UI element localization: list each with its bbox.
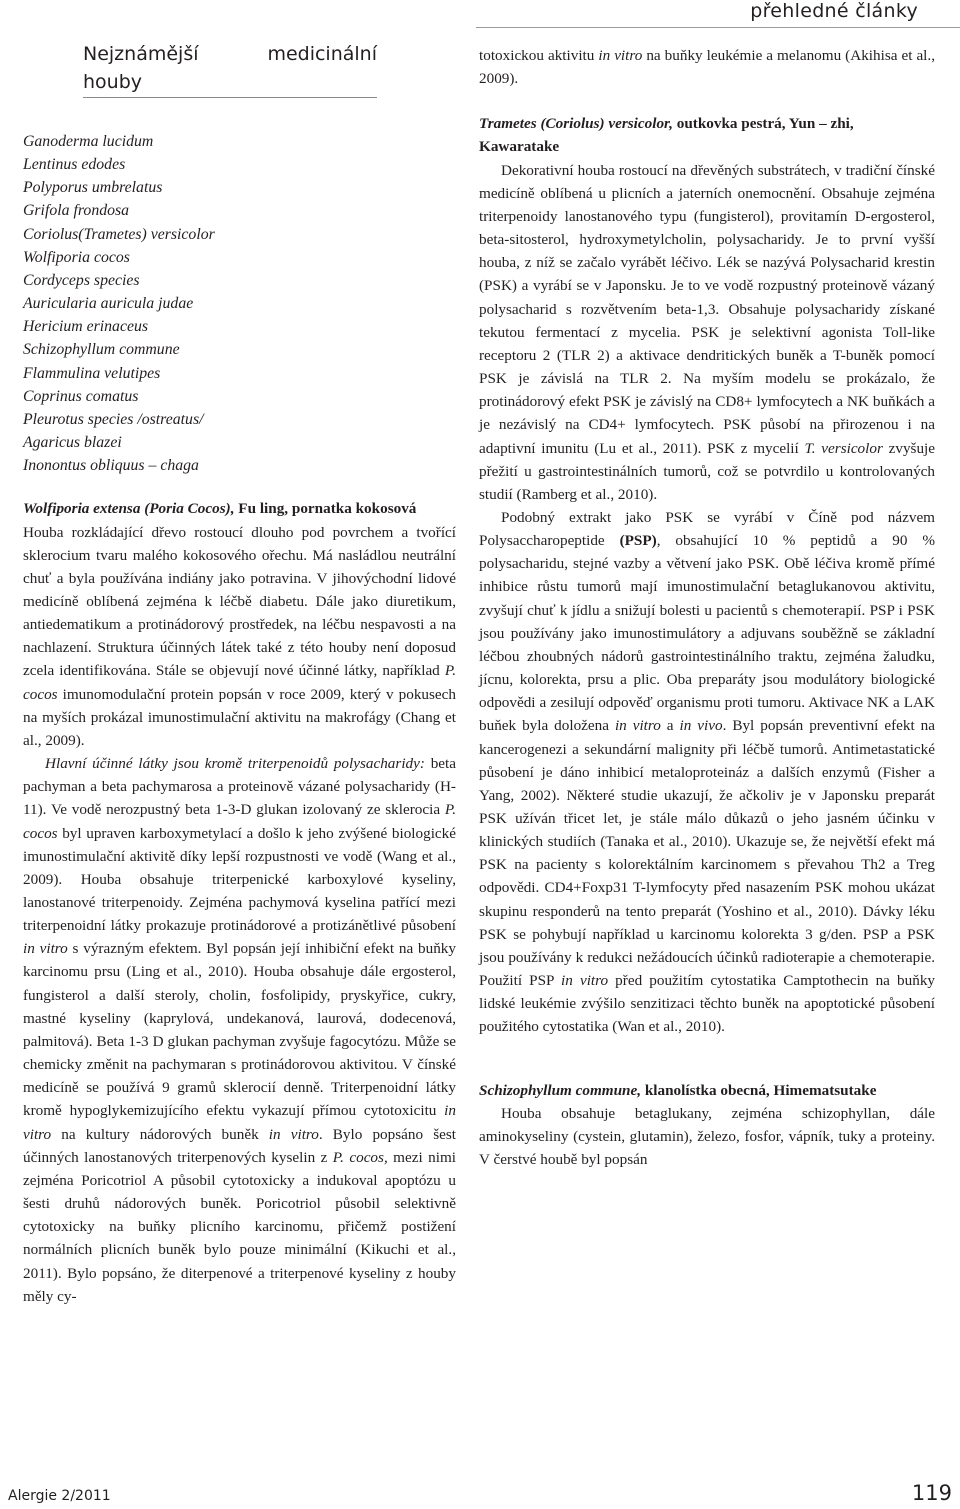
trametes-heading [479,112,935,158]
species-item: Polyporus umbrelatus [23,179,163,197]
trametes-paragraph-2: Podobný extrakt jako PSK se vyrábí v Číně pod názvem Polysaccharopeptide (PSP), obsahující 10 % peptidů a 90 % polysacharidu, stejné vazby a větvení jako PSK. Obě léčiva kromě přímé inhibice růstu tumorů mají imunostimulační betaglukanovou aktivitu, zvyšují chuť k jídlu a snižují bolesti u pacientů s chemoterapií. PSP i PSK jsou používány jako imunostimulátory a adjuvans souběžně se základní léčbou zhoubných nádorů gastrointestinálního traktu, zejména žaludku, jícnu, kolorekta, prsu a plic. Oba preparáty jsou modulátory biologické odpovědi a zesilují odpověď organismu proti tumoru. Aktivace NK a LAK buňek byla doložena in vitro a in vivo. Byl popsán preventivní efekt na kancerogenezi a sekundární malignity při léčbě tumorů. Antimetastatické působení je dáno inhibicí metaloproteináz a dalších enzymů (Fisher a Yang, 2002). Některé studie ukazují, že ačkoliv je v Japonsku preparát PSK užíván třicet let, je stále málo důkazů o jeho jasném účinku v klinických studiích (Tanaka et al., 2010). Ukazuje se, že největší efekt má PSK na pacienty s kolorektálním karcinomem s převahou Th2 a Treg odpovědi. CD4+Foxp31 T-lymfocyty před nasazením PSK mohou ukázat skupinu responderů na tento preparát (Yoshino et al., 2010). Dávky léku PSK se pohybují například u karcinomu kolorekta 3 g/den. PSP a PSK jsou používány k redukci nežádoucích účinků radioterapie a chemoterapie. Použití PSP in vitro před použitím cytostatika Camptothecin na buňky lidské leukémie zvýšilo senzitizaci těchto buněk na apoptotické působení použitého cytostatika (Wan et al., 2010). [479,508,936,1036]
left-column [23,40,456,1308]
footer-page-number: 119 [911,1481,952,1505]
species-item: Ganoderma lucidum [23,133,154,150]
schizophyllum-heading-latin: Schizophyllum commune, [479,1081,642,1099]
continued-paragraph: totoxickou aktivitu in vitro na buňky leukémie a melanomu (Akihisa et al., 2009). [479,47,935,88]
species-item: Auricularia auricula judae [23,295,194,313]
schizophyllum-heading [479,1079,935,1102]
species-item: Agaricus blazei [23,434,122,452]
species-item: Coriolus(Trametes) versicolor [23,225,215,243]
species-item: Schizophyllum commune [23,341,180,359]
species-item: Wolfiporia cocos [23,248,130,266]
trametes-heading-latin: Trametes (Coriolus) versicolor, [479,115,673,133]
header-rule [476,27,960,28]
species-item: Lentinus edodes [23,156,126,174]
wolfiporia-paragraph-2: Hlavní účinné látky jsou kromě triterpenoidů polysacharidy: beta pachyman a beta pachymarosa a proteinově vázané polysacharidy (H-11). Ve vodě nerozpustný beta 1-3-D glukan izolovaný ze sklerocia P. cocos byl upraven karboxymetylací a došlo k jeho zvýšené biologické imunostimulační aktivitě díky lepší rozpustnosti ve vodě (Wang et al., 2009). Houba obsahuje triterpenické karboxylové kyseliny, lanostanové triterpenoidy. Zejména pachymová kyselina patřící mezi triterpenoidní látky prokazuje protinádorové a protizánětlivé působení in vitro s výrazným efektem. Byl popsán její inhibiční efekt na buňky karcinomu prsu (Ling et al., 2010). Houba obsahuje dále ergosterol, fungisterol a další steroly, cholin, fosfolipidy, pryskyřice, cukry, mastné kyseliny (kaprylová, undekanová, laurová, dodecenová, palmitová). Beta 1-3 D glukan pachyman zvyšuje fagocytózu. Může se chemicky změnit na pachymaran s protinádorovou aktivitou. V čínské medicíně se používá 9 gramů sklerocií denně. Triterpenoidní látky kromě hypoglykemizujícího efektu vykazují přímou cytotoxicitu in vitro na kultury nádorových buněk in vitro. Bylo popsáno šest účinných lanostanových triterpenových kyselin z P. cocos, mezi nimi zejména Poricotriol A působil cytotoxicky a indukoval apoptózu u šesti druhů nádorových buněk. Poricotriol působil selektivně cytotoxicky na buňky plicního karcinomu, přičemž postižení normálních plicních buněk bylo pouze minimální (Kikuchi et al., 2011). Bylo popsáno, že diterpenové a triterpenové kyseliny z houby měly cy- [23,755,457,1305]
right-column [479,44,935,1171]
species-item: Inonontus obliquus – chaga [23,457,199,475]
schizophyllum-heading-czech: klanolístka obecná, Himematsutake [641,1081,877,1099]
trametes-paragraph-1: Dekorativní houba rostoucí na dřevěných substrátech, v tradiční čínské medicíně oblíbená u plicních a jaterních onemocnění. Obsahuje zejména triterpenoidy lanostanového typu (fungisterol), provitamín D-ergosterol, beta-sitosterol, hydroxymetylcholin, polysacharidy. Je to první vyšší houba, z níž se začalo vyrábět léčivo. Lék se nazývá Polysacharid krestin (PSK) a vyrábí se v Japonsku. Je to ve vodě rozpustný proteinově vázaný polysacharid s rozvětvením beta-1,3. Obsahuje polysacharidy získané tekutou fermentací z mycelia. PSK je selektivní agonista Toll-like receptoru 2 (TLR 2) a aktivace dendritických buněk a T-buněk pomocí PSK je závislá na TLR 2. Na myším modelu se prokázalo, že protinádorový efekt PSK je závislý na CD8+ lymfocytech a NK buňkách a je nezávislý na CD4+ lymfocytech. PSK působí na přirozenou i na adaptivní imunitu (Lu et al., 2011). PSK z mycelií T. versicolor zvyšuje přežití u gastrointestinálních tumorů, což se potvrdilo u kontrolovaných studií (Ramberg et al., 2010). [479,161,935,503]
footer-journal: Alergie 2/2011 [8,1488,111,1504]
species-list [23,130,456,477]
trametes-heading-czech: outkovka pestrá, Yun – zhi, Kawaratake [479,115,854,156]
species-item: Coprinus comatus [23,387,139,405]
schizophyllum-paragraph-1: Houba obsahuje betaglukany, zejména schizophyllan, dále aminokyseliny (cystein, glutamin), železo, fosfor, vápník, tuky a proteiny. V čerstvé houbě byl popsán [479,1104,935,1169]
box-title: Nejznámější medicinální houby [83,40,377,98]
species-item: Cordyceps species [23,271,140,289]
species-item: Hericium erinaceus [23,318,149,336]
species-item: Flammulina velutipes [23,364,161,382]
species-item: Pleurotus species /ostreatus/ [23,410,204,428]
wolfiporia-heading-latin: Wolfiporia extensa (Poria Cocos), [23,500,235,518]
wolfiporia-paragraph-1: Houba rozkládající dřevo rostoucí dlouho pod povrchem a tvořící sklerocium tvaru malého kokosového ořechu. Má nasládlou neutrální chuť a byla používána indiány jako potravina. V jihovýchodní lidové medicíně oblíbená zejména k léčbě diabetu. Dále jako diuretikum, antiedematikum a protinádorový prostředek, na léčbu nespavosti a na nachlazení. Struktura účinných látek také z této houby není doposud zcela identifikována. Stále se objevují nové účinné látky, například P. cocos imunomodulační protein popsán v roce 2009, který v pokusech na myších prokázal imunostimulační aktivitu na makrofágy (Chang et al., 2009). [23,523,456,749]
wolfiporia-heading-czech: Fu ling, pornatka kokosová [234,500,417,518]
wolfiporia-heading [23,497,456,520]
section-label: přehledné články [750,0,918,22]
species-item: Grifola frondosa [23,202,130,220]
